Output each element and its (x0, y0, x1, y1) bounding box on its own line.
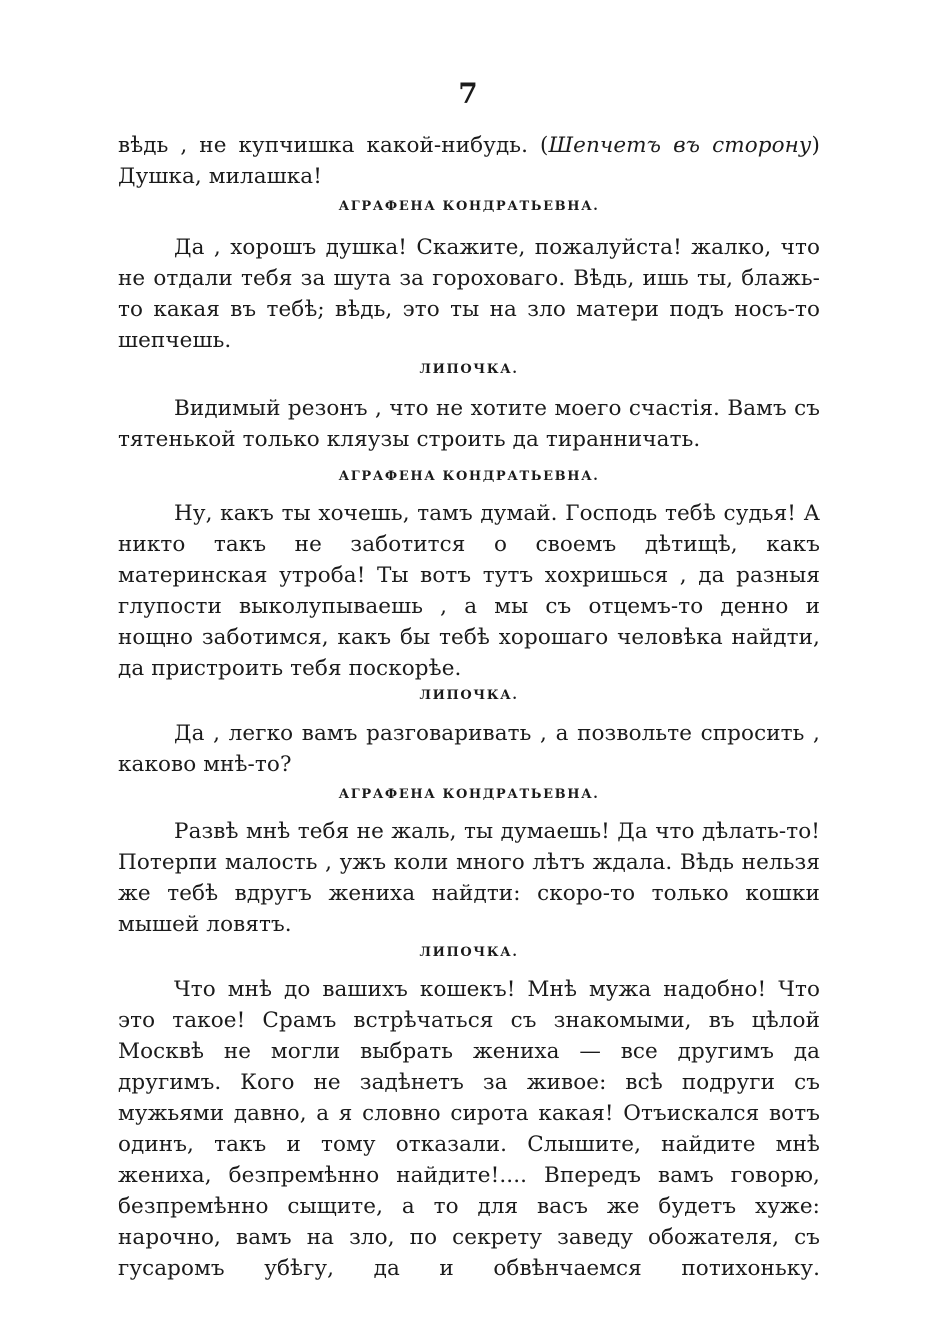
speech-paragraph: Да , хорошъ душка! Скажите, пожалуйста! жалко, что не отдали тебя за шута за гороховаго. Вѣдь, ишь ты, блажь-то какая въ тебѣ; вѣдь, это ты на зло матери подъ носъ-то шепчешь. (118, 235, 820, 353)
speech-paragraph: Да , легко вамъ разговаривать , а позвольте спросить , каково мнѣ-то? (118, 721, 820, 777)
speech-paragraph: Видимый резонъ , что не хотите моего счастія. Вамъ съ тятенькой только кляузы строить да тиранничать. (118, 396, 820, 452)
speaker-heading: АГРАФЕНА КОНДРАТЬЕВНА. (338, 787, 600, 802)
speech-paragraph: Что мнѣ до вашихъ кошекъ! Мнѣ мужа надобно! Что это такое! Срамъ встрѣчаться съ знакомыми, въ цѣлой Москвѣ не могли выбрать жениха — все другимъ да другимъ. Кого не задѣнетъ за живое: всѣ подруги съ мужьями давно, а я словно сирота какая! Отъискался вотъ одинъ, такъ и тому отказали. Слышите, найдите мнѣ жениха, безпремѣнно найдите!.... Впередъ вамъ говорю, безпремѣнно сыщите, а то для васъ же будетъ хуже: нарочно, вамъ на зло, по секрету заведу обожателя, съ гусаромъ убѣгу, да и обвѣнчаемся потихоньку. (118, 977, 820, 1281)
speech-continuation (118, 130, 820, 192)
speaker-heading: ЛИПОЧКА. (419, 362, 519, 377)
stage-direction: Шепчетъ въ сторону (548, 133, 812, 158)
speech-paragraph: Ну, какъ ты хочешь, тамъ думай. Господь тебѣ судья! А никто такъ не заботится о своемъ дѣтищѣ, какъ материнская утроба! Ты вотъ тутъ хохришься , да разныя глупости выколупываешь , а мы съ отцемъ-то денно и нощно заботимся, какъ бы тебѣ хорошаго человѣка найдти, да пристроить тебя поскорѣе. (118, 501, 820, 681)
page-number: 7 (458, 77, 478, 110)
speaker-heading: АГРАФЕНА КОНДРАТЬЕВНА. (338, 469, 600, 484)
speaker-heading: ЛИПОЧКА. (419, 945, 519, 960)
speech-text: ) Душка, милашка! (118, 133, 820, 189)
speaker-heading: АГРАФЕНА КОНДРАТЬЕВНА. (338, 199, 600, 214)
speaker-heading: ЛИПОЧКА. (419, 688, 519, 703)
speech-text: вѣдь , не купчишка какой-нибудь. ( (118, 133, 549, 158)
speech-paragraph: Развѣ мнѣ тебя не жаль, ты думаешь! Да что дѣлать-то! Потерпи малость , ужъ коли много лѣтъ ждала. Вѣдь нельзя же тебѣ вдругъ жениха найдти: скоро-то только кошки мышей ловятъ. (118, 819, 820, 937)
